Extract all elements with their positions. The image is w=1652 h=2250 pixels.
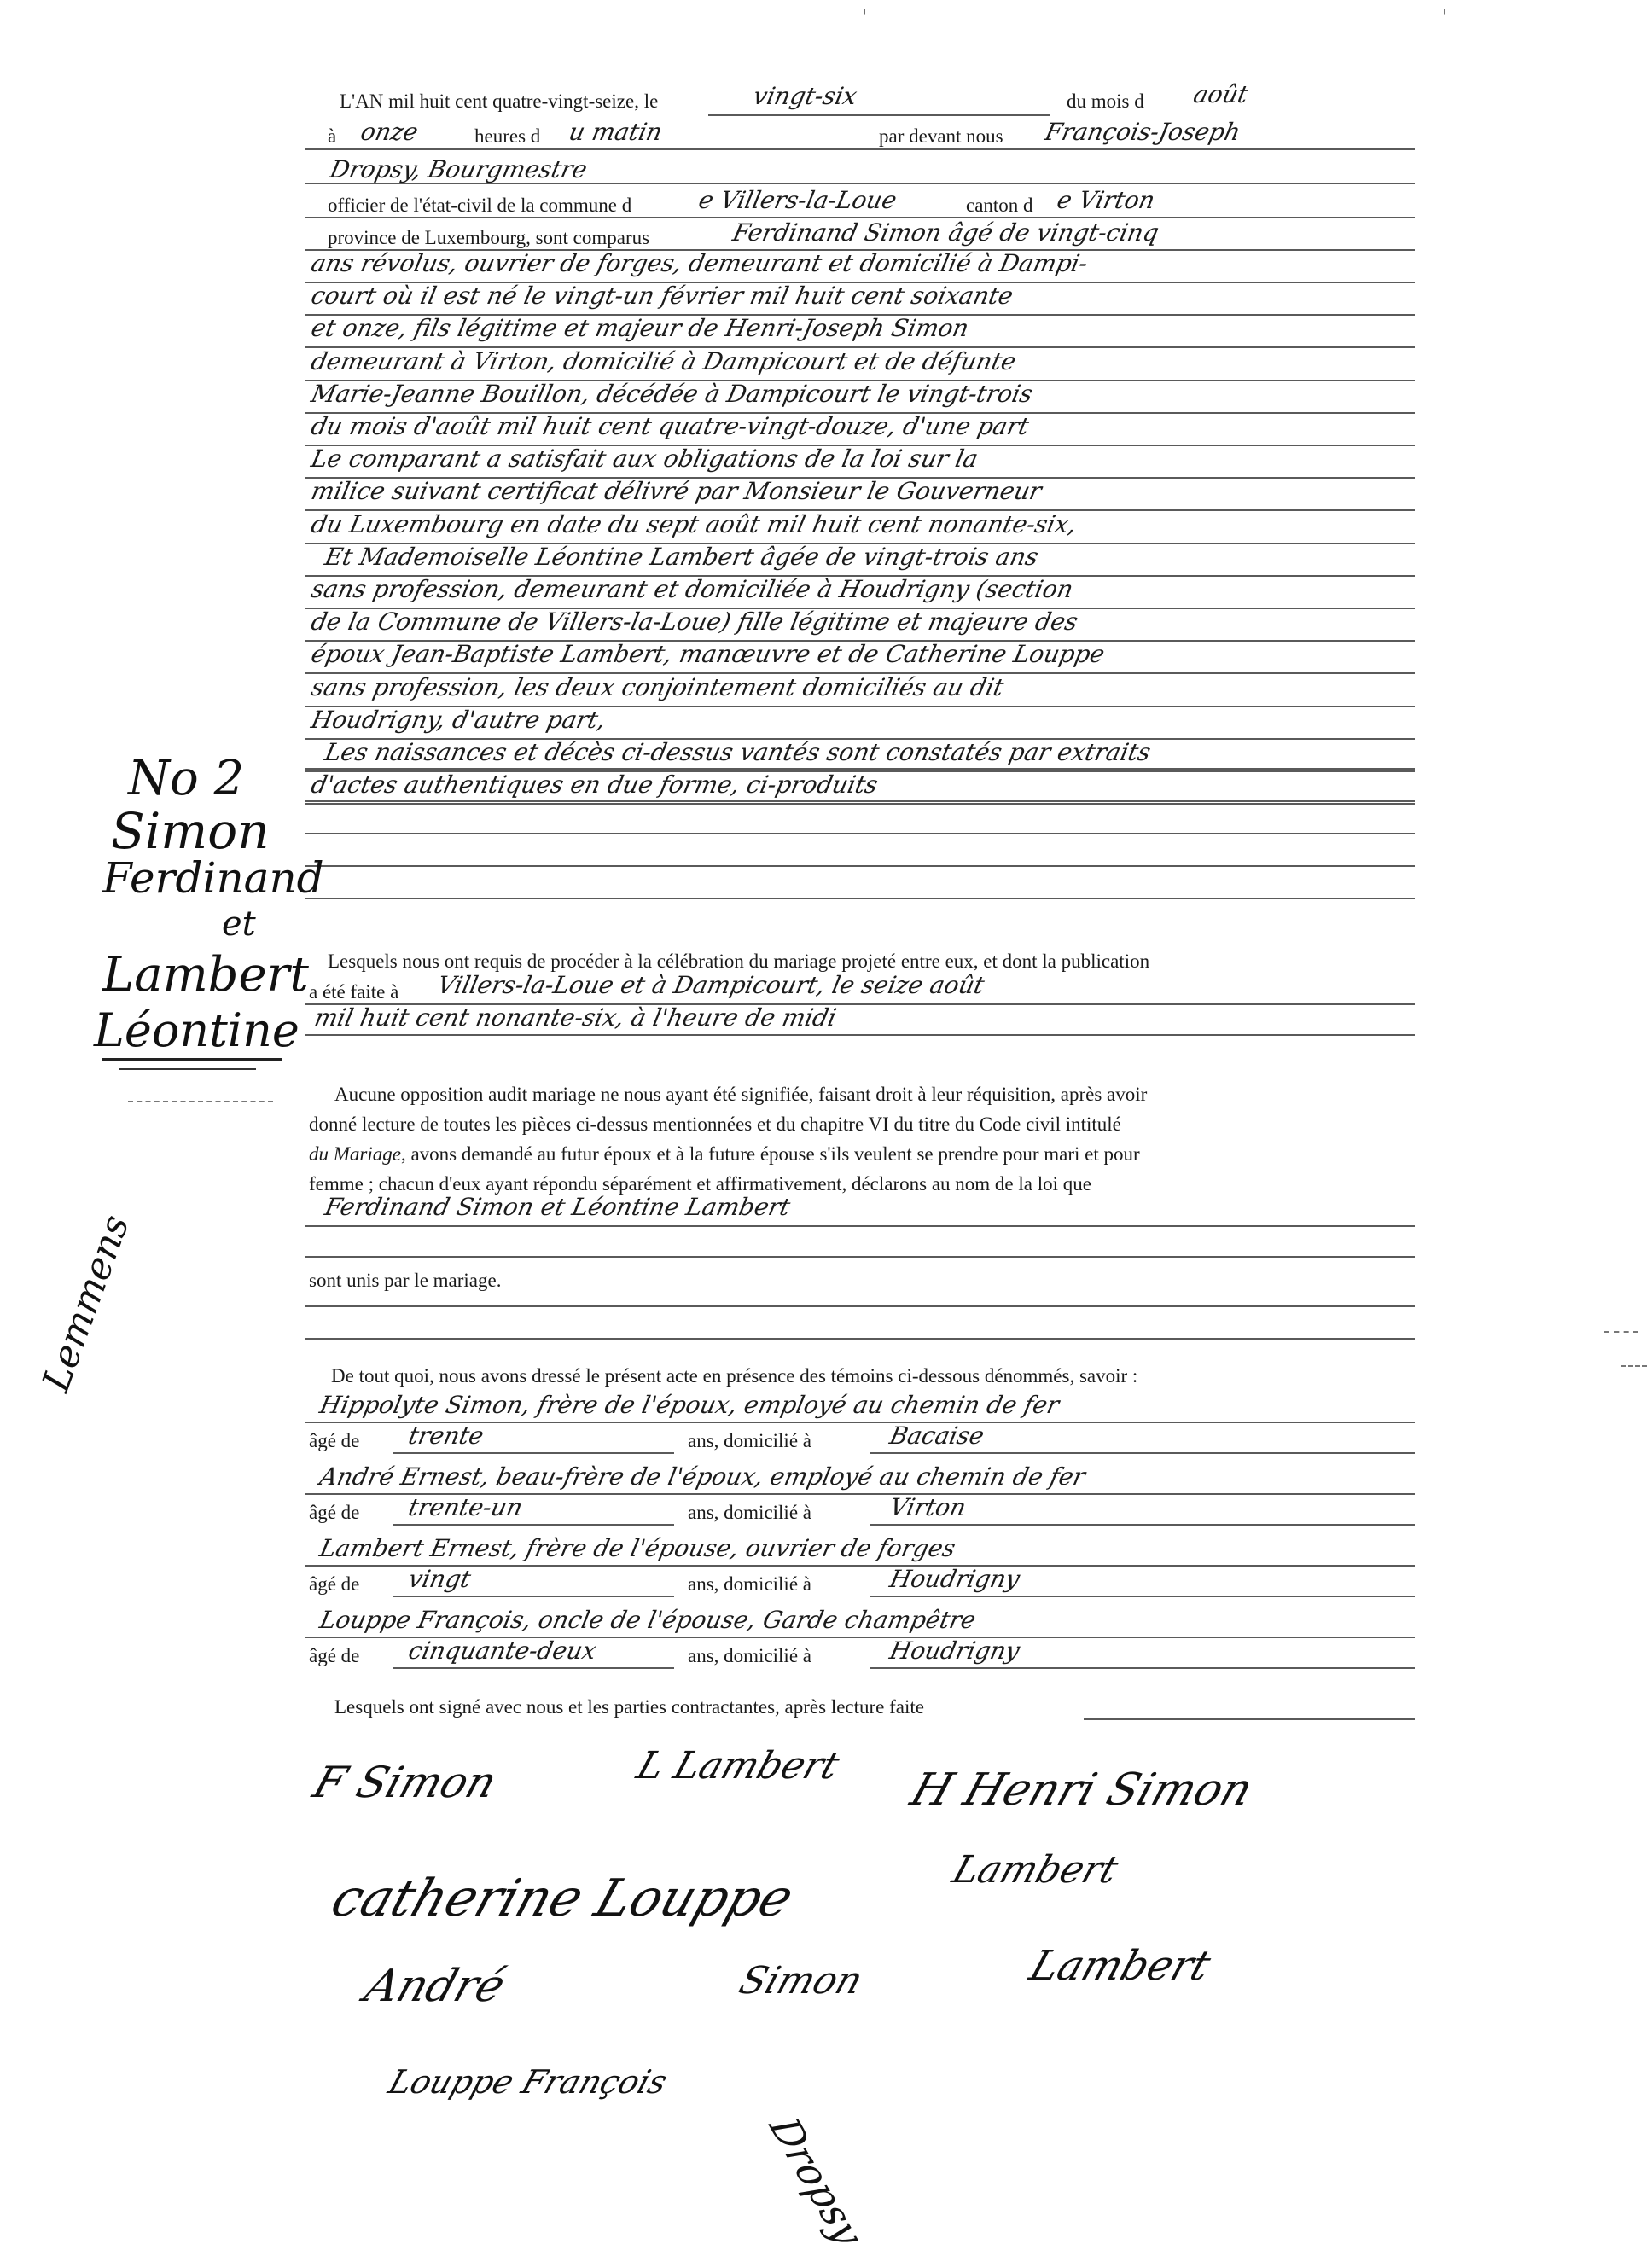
body-line: de la Commune de Villers-la-Loue) fille légitime et majeure des <box>308 608 1081 637</box>
rule <box>305 865 1415 867</box>
body-line: époux Jean-Baptiste Lambert, manœuvre et de Catherine Louppe <box>308 640 1108 669</box>
rule <box>870 1596 1415 1597</box>
signature: F Simon <box>307 1758 503 1807</box>
publication-place-label: a été faite à <box>309 981 399 1003</box>
domicile-label: ans, domicilié à <box>688 1645 811 1666</box>
opposition-line-4: femme ; chacun d'eux ayant répondu séparément et affirmativement, déclarons au nom de la loi que <box>309 1173 1091 1195</box>
canton-handwritten: e Virton <box>1054 186 1158 214</box>
rule <box>305 1034 1415 1036</box>
body-line: milice suivant certificat délivré par Monsieur le Gouverneur <box>308 477 1044 506</box>
domicile-label: ans, domicilié à <box>688 1430 811 1451</box>
body-line: Marie-Jeanne Bouillon, décédée à Dampicourt le vingt-trois <box>308 379 1036 408</box>
age-label: âgé de <box>309 1430 360 1451</box>
body-line: sans profession, demeurant et domiciliée à Houdrigny (section <box>308 575 1076 603</box>
witness-domicile: Houdrigny <box>887 1565 1023 1593</box>
witness-name: Louppe François, oncle de l'épouse, Garde champêtre <box>317 1606 979 1634</box>
publication-date-handwritten: mil huit cent nonante-six, à l'heure de midi <box>311 1003 840 1032</box>
signature: L Lambert <box>631 1744 845 1788</box>
officer-label: officier de l'état-civil de la commune d <box>328 195 632 216</box>
witness-age: vingt <box>405 1565 474 1593</box>
margin-act-number: No 2 <box>128 751 245 806</box>
body-line: et onze, fils légitime et majeur de Henri-Joseph Simon <box>308 314 972 343</box>
domicile-label: ans, domicilié à <box>688 1502 811 1523</box>
margin-line: Léontine <box>94 1003 300 1057</box>
hour-handwritten: onze <box>358 118 422 146</box>
edge-mark: ' <box>1442 7 1448 28</box>
commune-handwritten: e Villers-la-Loue <box>695 186 899 214</box>
signature: catherine Louppe <box>324 1869 801 1928</box>
body-line: du mois d'août mil huit cent quatre-vingt-douze, d'une part <box>308 412 1032 440</box>
rule <box>393 1524 674 1526</box>
unis-text: sont unis par le mariage. <box>309 1270 502 1291</box>
margin-line: Lambert <box>102 947 309 1003</box>
spouses-handwritten: Ferdinand Simon et Léontine Lambert <box>322 1193 794 1221</box>
par-devant-label: par devant nous <box>879 125 1003 147</box>
heures-label: heures d <box>474 125 541 147</box>
rule <box>305 1305 1415 1307</box>
body-line: Les naissances et décès ci-dessus vantés sont constatés par extraits <box>322 738 1154 766</box>
groom-line-handwritten: Ferdinand Simon âgé de vingt-cinq <box>730 218 1162 247</box>
rule <box>305 1338 1415 1340</box>
publication-text: Lesquels nous ont requis de procéder à la célébration du mariage projeté entre eux, et dont la publication <box>328 951 1150 972</box>
margin-line: et <box>222 904 256 944</box>
rule <box>393 1596 674 1597</box>
witness-name: Lambert Ernest, frère de l'épouse, ouvrier de forges <box>317 1534 958 1562</box>
rule <box>305 1256 1415 1258</box>
rule <box>305 833 1415 834</box>
witness-domicile: Bacaise <box>887 1422 987 1450</box>
opposition-line-3-rest: , avons demandé au futur époux et à la future épouse s'ils veulent se prendre pour mari et pour <box>400 1143 1140 1165</box>
body-line: du Luxembourg en date du sept août mil huit cent nonante-six, <box>308 509 1079 538</box>
rule <box>1084 1718 1415 1720</box>
canton-label: canton d <box>966 195 1033 216</box>
opposition-line-2: donné lecture de toutes les pièces ci-dessus mentionnées et du chapitre VI du titre du Code civil intitulé <box>309 1113 1121 1135</box>
body-line: d'actes authentiques en due forme, ci-produits <box>308 770 881 799</box>
officer-name-handwritten: François-Joseph <box>1042 118 1243 146</box>
rule <box>305 183 1415 184</box>
rule <box>870 1452 1415 1454</box>
body-line: Le comparant a satisfait aux obligations de la loi sur la <box>308 445 981 474</box>
edge-mark: ' <box>862 7 868 28</box>
intro-text: L'AN mil huit cent quatre-vingt-seize, le <box>340 90 659 112</box>
edge-mark <box>1621 1365 1647 1367</box>
rule <box>870 1667 1415 1669</box>
margin-vertical-note: Lemmens <box>34 1209 138 1398</box>
margin-underline <box>119 1068 256 1070</box>
witness-age: trente-un <box>405 1493 526 1521</box>
signature: André <box>358 1961 512 2012</box>
edge-mark <box>1604 1331 1638 1333</box>
body-line: Houdrigny, d'autre part, <box>308 705 608 734</box>
signature: Simon <box>734 1959 869 2003</box>
a-label: à <box>328 125 337 147</box>
witness-age: cinquante-deux <box>405 1637 599 1665</box>
body-line: sans profession, les deux conjointement domiciliés au dit <box>308 672 1007 701</box>
signature: Lambert <box>1024 1942 1217 1990</box>
body-line: ans révolus, ouvrier de forges, demeurant et domicilié à Dampi- <box>308 249 1091 277</box>
witness-domicile: Houdrigny <box>887 1637 1023 1665</box>
witness-name: André Ernest, beau-frère de l'époux, employé au chemin de fer <box>317 1462 1088 1491</box>
margin-line: Ferdinand <box>102 853 324 903</box>
rule <box>708 114 1050 116</box>
body-line: Et Mademoiselle Léontine Lambert âgée de vingt-trois ans <box>322 542 1041 571</box>
witness-name: Hippolyte Simon, frère de l'époux, employé au chemin de fer <box>317 1391 1062 1419</box>
month-handwritten: août <box>1190 80 1251 108</box>
opposition-line-3 <box>309 1143 1140 1166</box>
rule <box>305 1225 1415 1227</box>
month-label: du mois d <box>1067 90 1144 112</box>
signature: Dropsy <box>759 2112 875 2250</box>
witness-age: trente <box>405 1422 486 1450</box>
margin-underline <box>102 1058 282 1061</box>
body-line: demeurant à Virton, domicilié à Dampicourt et de défunte <box>308 346 1019 375</box>
signature-note: Lesquels ont signé avec nous et les parties contractantes, après lecture faite <box>334 1696 924 1718</box>
code-title: du Mariage <box>309 1143 401 1165</box>
rule <box>393 1452 674 1454</box>
opposition-line-1: Aucune opposition audit mariage ne nous ayant été signifiée, faisant droit à leur réquisition, après avoir <box>334 1084 1148 1105</box>
time-of-day-handwritten: u matin <box>566 118 666 146</box>
comparus-label: province de Luxembourg, sont comparus <box>328 227 650 248</box>
publication-place-handwritten: Villers-la-Loue et à Dampicourt, le seize août <box>434 971 987 999</box>
rule <box>305 803 1415 805</box>
rule <box>870 1524 1415 1526</box>
signature: Louppe François <box>384 2063 672 2101</box>
rule <box>393 1667 674 1669</box>
age-label: âgé de <box>309 1645 360 1666</box>
day-handwritten: vingt-six <box>750 82 860 110</box>
signature: H Henri Simon <box>905 1765 1259 1816</box>
domicile-label: ans, domicilié à <box>688 1573 811 1595</box>
age-label: âgé de <box>309 1573 360 1595</box>
officer-title-handwritten: Dropsy, Bourgmestre <box>327 155 590 183</box>
witnesses-intro: De tout quoi, nous avons dressé le présent acte en présence des témoins ci-dessous dénommés, savoir : <box>331 1365 1138 1387</box>
body-line: court où il est né le vingt-un février mil huit cent soixante <box>308 282 1016 311</box>
rule <box>305 898 1415 899</box>
age-label: âgé de <box>309 1502 360 1523</box>
rule <box>305 148 1415 150</box>
margin-line: Simon <box>111 802 270 860</box>
margin-dashes <box>128 1101 273 1102</box>
witness-domicile: Virton <box>887 1493 969 1521</box>
rule <box>305 768 1415 770</box>
signature: Lambert <box>947 1848 1124 1892</box>
rule <box>305 800 1415 802</box>
